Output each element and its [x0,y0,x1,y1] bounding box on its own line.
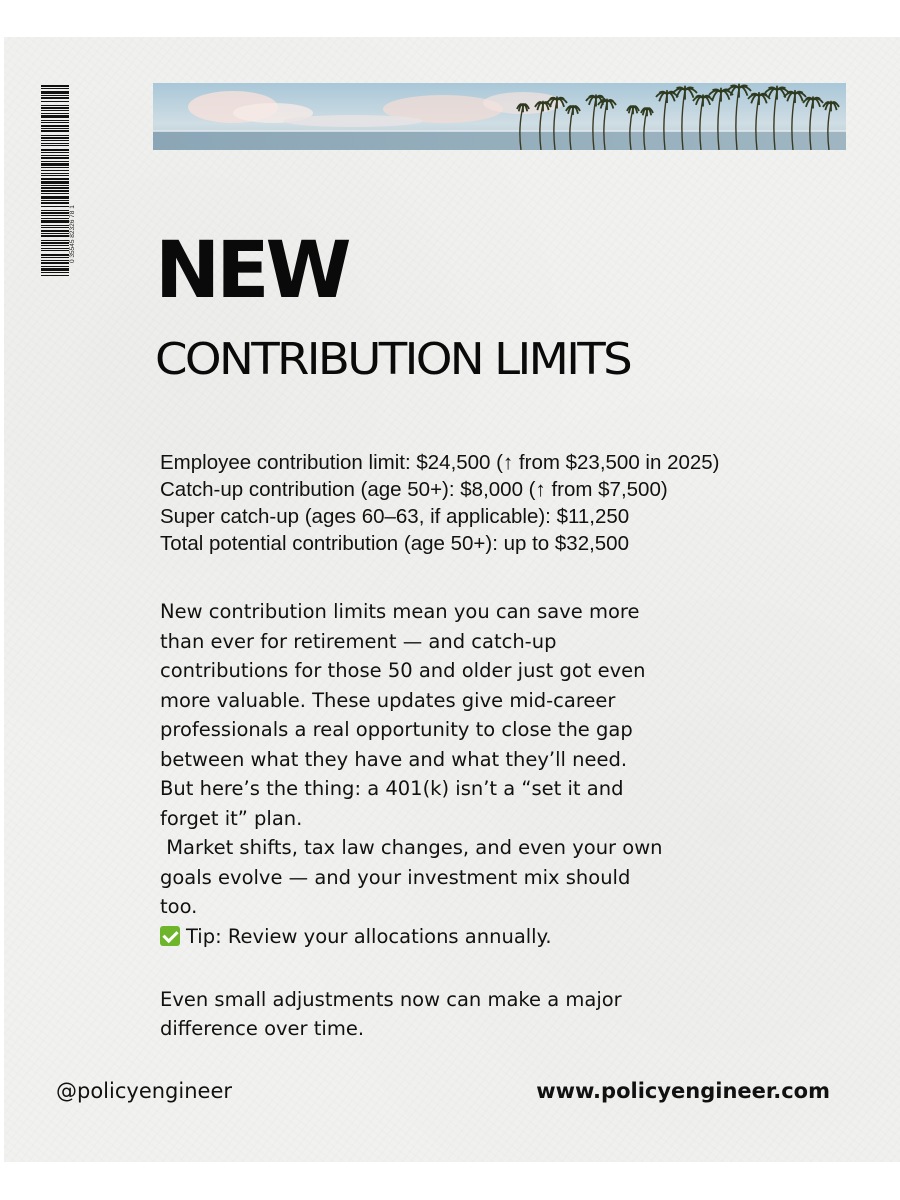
barcode-bar [41,210,69,211]
barcode-bar [41,193,69,194]
barcode-bar [41,140,69,141]
barcode-bar [41,135,69,136]
barcode-bar [41,122,69,123]
barcode-bar [41,152,69,153]
limit-item-catch-up: Catch-up contribution (age 50+): $8,000 (↑ from $7,500) [160,478,668,501]
barcode-bar [41,163,69,166]
barcode-bar [41,113,69,114]
barcode-bar [41,137,69,139]
barcode-bar [41,220,69,223]
barcode-bar [41,181,69,184]
barcode-bar [41,206,69,207]
body-line: too. [160,895,198,918]
barcode-bar [41,91,69,94]
barcode-bar [41,110,69,111]
closing-line: difference over time. [160,1017,365,1040]
barcode-bar [41,268,69,271]
body-line: Market shifts, tax law changes, and even your own [160,836,663,859]
barcode-bar [41,240,69,241]
body-line: between what they have and what they’ll need. [160,747,628,771]
barcode-bar [41,143,69,144]
barcode-bar [41,212,69,214]
barcode-bar [41,266,69,267]
barcode-bar [41,196,69,199]
body-line: But here’s the thing: a 401(k) isn’t a “set it and [160,777,624,800]
body-line: New contribution limits mean you can save more [160,600,640,623]
barcode-bar [41,187,69,189]
barcode-bar [41,218,69,219]
barcode-bar [41,242,69,244]
barcode-bar [41,130,69,132]
barcode-bar [41,161,69,162]
barcode-bar [41,125,69,127]
barcode-bar [41,105,69,106]
tip-line [160,922,760,952]
contribution-limits-list [160,449,720,557]
barcode-bar [41,170,69,171]
palm-tree-landscape [153,83,846,150]
barcode-number: 0 35545 82326 78 1 [69,205,76,263]
barcode-bar [41,155,69,156]
barcode-bar [41,149,69,151]
barcode-bar [41,202,69,204]
barcode-bar [41,85,69,87]
barcode-bar [41,185,69,186]
barcode-graphic [41,83,83,279]
body-line: goals evolve — and your investment mix should [160,865,631,889]
body-paragraph [160,597,760,951]
barcode-bar [41,250,69,251]
barcode-bar [41,245,69,246]
limit-item-employee: Employee contribution limit: $24,500 (↑ from $23,500 in 2025) [160,451,720,474]
barcode-bar [41,101,69,102]
body-line: contributions for those 50 and older just got even [160,659,646,682]
limit-item-super-catch-up: Super catch-up (ages 60–63, if applicable): $11,250 [160,505,630,528]
barcode-bar [41,157,69,159]
body-line: more valuable. These updates give mid-career [160,688,616,712]
barcode-bar [41,257,69,258]
barcode-bar [41,272,69,273]
barcode-bar [41,262,69,264]
barcode-bar [41,248,69,249]
closing-line: Even small adjustments now can make a major [160,988,622,1011]
body-line: professionals a real opportunity to close the gap [160,718,633,741]
barcode-bar [41,230,69,232]
barcode-bar [41,200,69,201]
barcode-bar [41,175,69,176]
barcode-bar [41,178,69,180]
barcode-bar [41,95,69,96]
website-link[interactable]: www.policyengineer.com [536,1079,830,1103]
barcode-bar [41,260,69,261]
barcode-bar [41,97,69,99]
barcode-bar [41,107,69,109]
closing-paragraph [160,985,622,1043]
headline-title: NEW [155,226,348,316]
barcode-bar [41,167,69,168]
barcode-bar [41,225,69,226]
social-handle: @policyengineer [56,1079,232,1103]
barcode-bar [41,115,69,118]
banner-image [153,83,846,150]
tip-text: Tip: Review your allocations annually. [186,924,552,948]
barcode-bar [41,128,69,129]
barcode-bar [41,233,69,234]
barcode-bar [41,190,69,192]
barcode-bar [41,120,69,121]
barcode-bar [41,88,69,89]
body-line: than ever for retirement — and catch-up [160,629,557,653]
barcode-bar [41,215,69,216]
body-line: forget it” plan. [160,806,303,830]
limit-item-total: Total potential contribution (age 50+): up to $32,500 [160,532,629,555]
headline-subtitle: CONTRIBUTION LIMITS [155,334,631,385]
barcode-bar [41,254,69,256]
barcode-bar [41,235,69,237]
barcode-bar [41,145,69,146]
barcode-bar [41,275,69,276]
barcode [41,83,83,279]
check-mark-icon [160,926,180,946]
barcode-bar [41,227,69,228]
barcode-bar [41,173,69,174]
